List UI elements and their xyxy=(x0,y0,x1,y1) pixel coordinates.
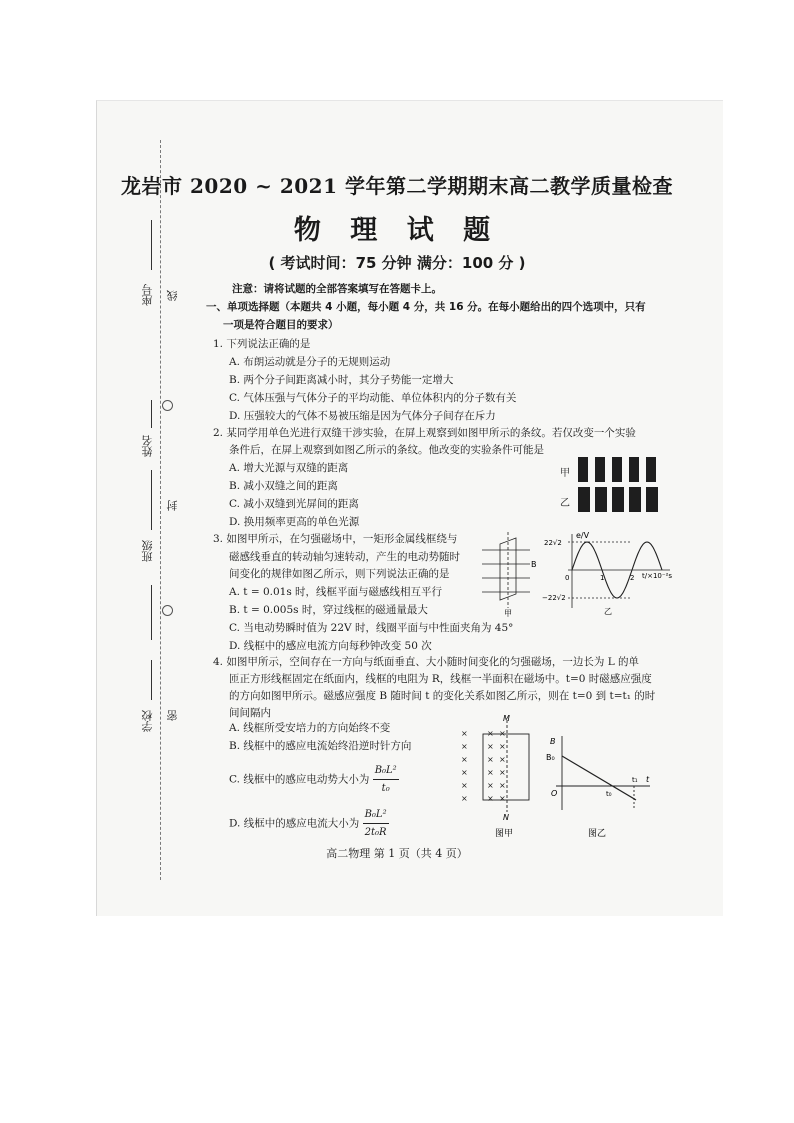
fringe-bar xyxy=(612,487,624,512)
q1-option-a: A. 布朗运动就是分子的无规则运动 xyxy=(229,356,391,368)
fraction-numerator: B₀L² xyxy=(373,762,399,780)
seal-char-seal: 封 xyxy=(166,500,179,511)
fringe-bar xyxy=(646,457,656,482)
name-label: 姓名 xyxy=(141,435,154,457)
tick-origin: 0 xyxy=(565,574,570,582)
b-axis-label: B xyxy=(550,737,556,746)
q4-stem-line1: 4. 如图甲所示，空间存在一方向与纸面垂直、大小随时间变化的匀强磁场，一边长为 L 的单 xyxy=(213,656,640,668)
field-cross-mark: × xyxy=(461,755,468,764)
fig-label-jia: 图甲 xyxy=(495,829,514,839)
q1-option-d: D. 压强较大的气体不易被压缩是因为气体分子间存在斥力 xyxy=(229,410,496,422)
field-cross-mark: × xyxy=(461,768,468,777)
q2-option-c: C. 减小双缝到光屏间的距离 xyxy=(229,498,359,510)
q4-option-b: B. 线框中的感应电流始终沿逆时针方向 xyxy=(229,740,412,752)
q3-stem-line2: 磁感线垂直的转动轴匀速转动，产生的电动势随时 xyxy=(229,551,460,563)
fringe-bar xyxy=(629,487,641,512)
b-t-line xyxy=(562,756,636,800)
field-cross-mark: × xyxy=(487,729,494,738)
q4-figure-jia xyxy=(455,712,545,840)
fraction-numerator: B₀L² xyxy=(363,806,389,824)
seat-label: 座号 xyxy=(141,284,154,306)
field-cross-mark: × xyxy=(499,794,506,803)
field-cross-mark: × xyxy=(461,794,468,803)
q4-option-a: A. 线框所受安培力的方向始终不变 xyxy=(229,722,391,734)
fringe-bar xyxy=(646,487,658,512)
tick-peak: 22√2 xyxy=(544,539,562,547)
q3-stem-line1: 3. 如图甲所示，在匀强磁场中，一矩形金属线框绕与 xyxy=(213,533,458,545)
q2-stem-line1: 2. 某同学用单色光进行双缝干涉实验，在屏上观察到如图甲所示的条纹。若仅改变一个实验 xyxy=(213,427,636,439)
school-fill-line xyxy=(151,660,152,700)
fringe-pattern-jia xyxy=(578,457,656,482)
q4-option-c xyxy=(229,762,399,797)
q3-figure-yi xyxy=(542,528,682,618)
q2-option-b: B. 减小双缝之间的距离 xyxy=(229,480,338,492)
field-cross-mark: × xyxy=(461,729,468,738)
class-fill-line-2 xyxy=(151,585,152,640)
tick-trough: −22√2 xyxy=(542,594,566,602)
tick-b0: B₀ xyxy=(546,753,555,762)
q3-stem-line3: 间变化的规律如图乙所示，则下列说法正确的是 xyxy=(229,568,450,580)
tick-origin: O xyxy=(551,789,558,798)
page-footer: 高二物理 第 1 页（共 4 页） xyxy=(326,847,468,860)
q4-option-c-fraction xyxy=(373,762,399,797)
q1-option-b: B. 两个分子间距离减小时，其分子势能一定增大 xyxy=(229,374,454,386)
q4-stem-line2: 匝正方形线框固定在纸面内，线框的电阻为 R，线框一半面积在磁场中。t=0 时磁感应强度 xyxy=(229,673,652,685)
q2-stem-line2: 条件后，在屏上观察到如图乙所示的条纹。他改变的实验条件可能是 xyxy=(229,444,544,456)
fringe-bar xyxy=(612,457,622,482)
t-axis-label: t xyxy=(646,775,650,784)
exam-title: 龙岩市 2020 ~ 2021 学年第二学期期末高二教学质量检查 xyxy=(121,174,673,198)
fringe-bar xyxy=(595,487,607,512)
q1-stem: 1. 下列说法正确的是 xyxy=(213,338,311,350)
q4-option-d-text: D. 线框中的感应电流大小为 xyxy=(229,817,360,830)
field-cross-mark: × xyxy=(499,742,506,751)
tick-1: 1 xyxy=(600,574,605,582)
tick-2: 2 xyxy=(630,574,635,582)
t-axis-label: t/×10⁻²s xyxy=(642,572,673,580)
fig-label-yi: 乙 xyxy=(604,607,612,616)
q3-option-d: D. 线框中的感应电流方向每秒钟改变 50 次 xyxy=(229,640,432,652)
field-label-b: B xyxy=(531,560,536,569)
fig-label-jia: 甲 xyxy=(504,609,512,618)
tick-t1: t₁ xyxy=(632,776,638,784)
q4-option-d xyxy=(229,806,389,841)
name-fill-line xyxy=(151,400,152,428)
subject-title: 物 理 试 题 xyxy=(293,215,501,246)
q4-option-c-text: C. 线框中的感应电动势大小为 xyxy=(229,773,370,786)
fringe-pattern-yi xyxy=(578,487,658,512)
label-n: N xyxy=(503,813,509,822)
class-fill-line xyxy=(151,470,152,530)
fringe-bar xyxy=(578,487,590,512)
q3-figure-jia xyxy=(478,528,536,618)
q2-option-a: A. 增大光源与双缝的距离 xyxy=(229,462,349,474)
field-cross-mark: × xyxy=(487,781,494,790)
q4-figure-yi xyxy=(546,730,656,840)
field-cross-mark: × xyxy=(499,768,506,777)
q1-option-c: C. 气体压强与气体分子的平均动能、单位体积内的分子数有关 xyxy=(229,392,517,404)
field-cross-mark: × xyxy=(461,781,468,790)
field-cross-mark: × xyxy=(487,742,494,751)
field-cross-mark: × xyxy=(487,768,494,777)
fraction-denominator: 2t₀R xyxy=(364,827,387,838)
field-cross-mark: × xyxy=(461,742,468,751)
seal-char-line: 线 xyxy=(166,290,179,301)
q4-stem-line4: 间间隔内 xyxy=(229,707,271,719)
fig-label-yi: 图乙 xyxy=(588,829,607,839)
q3-option-b: B. t = 0.005s 时，穿过线框的磁通量最大 xyxy=(229,604,428,616)
seal-char-secret: 密 xyxy=(166,710,179,721)
q4-option-d-fraction xyxy=(363,806,389,841)
fringe-bar xyxy=(629,457,639,482)
binding-hole xyxy=(162,400,173,411)
q4-stem-line3: 的方向如图甲所示。磁感应强度 B 随时间 t 的变化关系如图乙所示，则在 t=0 到 t=t₁ 的时 xyxy=(229,690,656,702)
fringe-bar xyxy=(578,457,588,482)
fringe-label-yi: 乙 xyxy=(560,498,570,509)
field-cross-mark: × xyxy=(487,794,494,803)
exam-info: ( 考试时间：75 分钟 满分：100 分 ) xyxy=(268,254,526,272)
field-cross-mark: × xyxy=(499,729,506,738)
field-cross-mark: × xyxy=(487,755,494,764)
class-label: 班级 xyxy=(141,540,154,562)
q3-option-c: C. 当电动势瞬时值为 22V 时，线圈平面与中性面夹角为 45° xyxy=(229,622,514,634)
tick-t0: t₀ xyxy=(606,790,612,798)
fringe-label-jia: 甲 xyxy=(560,468,570,479)
section-heading-line1: 一、单项选择题（本题共 4 小题，每小题 4 分，共 16 分。在每小题给出的四个选项中，只有 xyxy=(206,301,646,313)
fringe-bar xyxy=(595,457,605,482)
binding-hole xyxy=(162,605,173,616)
field-cross-mark: × xyxy=(499,755,506,764)
school-label: 学校 xyxy=(141,710,154,732)
e-axis-label: e/V xyxy=(576,531,590,540)
label-m: M xyxy=(503,714,510,723)
q2-option-d: D. 换用频率更高的单色光源 xyxy=(229,516,360,528)
section-heading-line2: 一项是符合题目的要求） xyxy=(223,319,339,331)
notice: 注意：请将试题的全部答案填写在答题卡上。 xyxy=(232,283,442,295)
fraction-denominator: t₀ xyxy=(381,783,390,794)
field-cross-mark: × xyxy=(499,781,506,790)
q3-option-a: A. t = 0.01s 时，线框平面与磁感线相互平行 xyxy=(229,586,443,598)
section-heading xyxy=(206,298,686,334)
